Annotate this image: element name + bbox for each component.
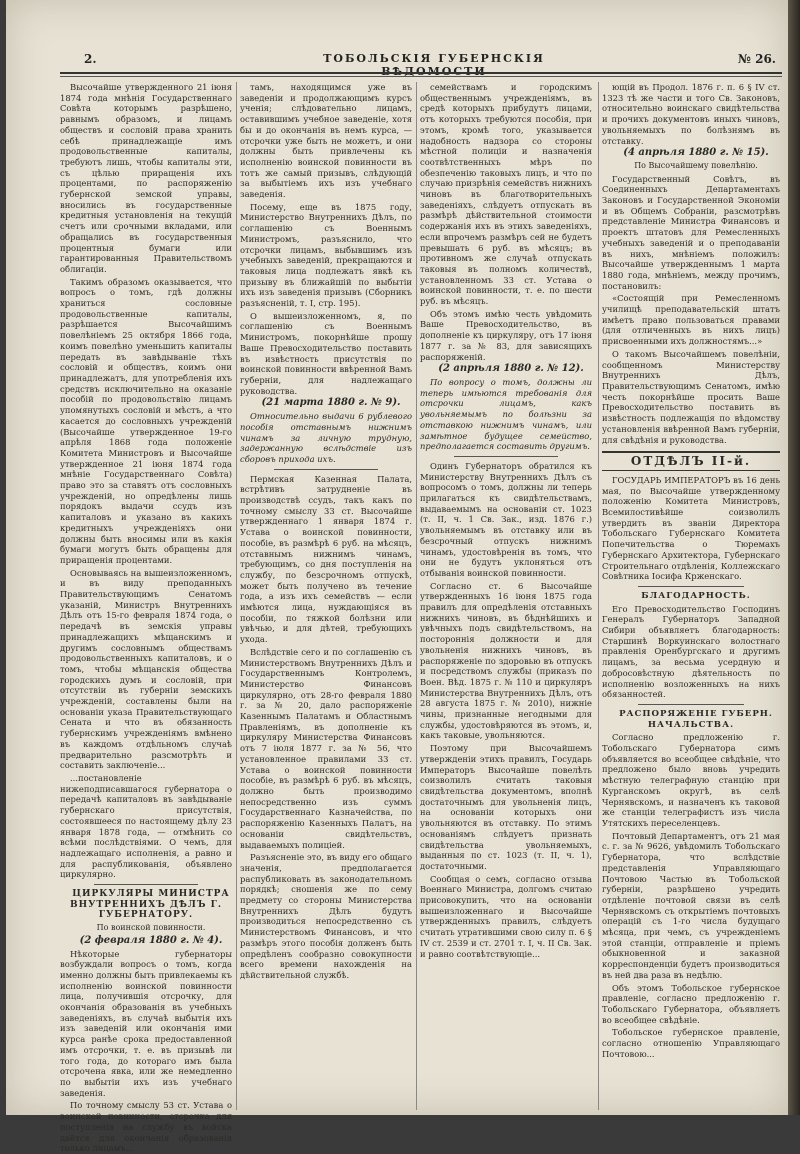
paragraph: Объ этомъ имѣю честь увѣдомить Ваше Превосходительство, въ дополненіе къ циркуляру, отъ 17 іюня 1877 г. за № 83, для зависящихъ распоряженій. xyxy=(420,308,592,362)
section-rule xyxy=(274,469,377,470)
paragraph: семействамъ и городскимъ общественнымъ учрежденіямъ, въ средѣ которыхъ прибудутъ лицами, отъ которыхъ требуются пособія, при этомъ, кромѣ того, указывается надобность надзора со стороны мѣстной полиціи и назначенія соотвѣтственныхъ мѣръ по обезпеченію таковыхъ лицъ, и что по случаю призрѣнія семействъ нижнихъ чиновъ въ благотворительныхъ заведеніяхъ, слѣдуетъ отпускать въ размѣрѣ дѣйствительной стоимости содержанія ихъ въ этихъ заведеніяхъ, если впрочемъ размѣръ сей не будетъ превышать 6 руб. въ мѣсяцъ; въ противномъ же случаѣ отпускать таковыя въ полномъ количествѣ, установленномъ 33 ст. Устава о воинской повинности, т. е. по шести руб. въ мѣсяцъ. xyxy=(420,82,592,307)
paragraph: О вышеизложенномъ, я, по соглашенію съ Военнымъ Министромъ, покорнѣйше прошу Ваше Превосходительство поставить въ извѣстность присутствія по воинской повинности ввѣренной Вамъ губерніи, для надлежащаго руководства. xyxy=(240,310,412,396)
decree-subheading: По Высочайшему повелѣнію. xyxy=(634,160,758,170)
circulars-heading: ЦИРКУЛЯРЫ МИНИСТРА ВНУТРЕННИХЪ ДѢЛЪ Г. ГУБЕРНАТОРУ. xyxy=(70,889,230,921)
paragraph: Нѣкоторые губернаторы возбуждали вопросъ о томъ, когда именно должны быть привлекаемы къ исполненію воинской повинности лица, получившія отсрочку, для окончанія образованія въ учебныхъ заведеніяхъ, въ случаѣ выбытія ихъ изъ заведеній или окончанія ими курса ранѣе срока предоставленной имъ отсрочки, т. е. въ призывѣ ли того года, до котораго имъ была отсрочена явка, или же немедленно по выбытіи ихъ изъ учебнаго заведенія. xyxy=(60,948,232,1098)
section-rule xyxy=(454,456,557,457)
header-rule xyxy=(60,72,782,74)
paragraph: Сообщая о семъ, согласно отзыва Военнаго Министра, долгомъ считаю присовокупить, что на основаніи вышеизложеннаго и Высочайше утвержденныхъ правилъ, слѣдуетъ считать утратившими свою силу п. 6 § IV ст. 2539 и ст. 2701 т. I, ч. II Св. Зак. и равно соотвѣтствующіе... xyxy=(420,873,592,959)
paragraph: Разъясненіе это, въ виду его общаго значенія, предполагается распубликовать въ законодательномъ порядкѣ; сношенія же по сему предмету со стороны Министерства Внутреннихъ Дѣлъ будутъ производиться непосредственно съ Министерствомъ Финансовъ, и что размѣръ этого пособія долженъ быть опредѣленъ сообразно совокупности всего времени нахожденія на дѣйствительной службѣ. xyxy=(240,852,412,980)
circular-date: (21 марта 1880 г. № 9). xyxy=(261,397,401,409)
paragraph: Посему, еще въ 1875 году, Министерство Внутреннихъ Дѣлъ, по соглашенію съ Военнымъ Министромъ, разъяснило, что отсрочки лицамъ, выбывшимъ изъ учебныхъ заведеній, прекращаются и таковыя лица подлежатъ явкѣ къ призыву въ ближайшій по выбытіи ихъ изъ заведенія призывъ (Сборникъ разъясненій, т. I, стр. 195). xyxy=(240,201,412,309)
page-binding-edge xyxy=(788,0,800,1115)
paragraph: Почтовый Департаментъ, отъ 21 мая с. г. за № 9626, увѣдомилъ Тобольскаго Губернатора, что вслѣдствіе представленія Управляющаго Почтовою Частью въ Тобольской губерніи, разрѣшено учредить отдѣленіе почтовой связи въ селѣ Чернявскомъ съ открытіемъ почтовыхъ операцій съ 1-го числа будущаго мѣсяца, при чемъ, съ учрежденіемъ этой станціи, отправленіе и пріемъ обыкновенной и заказной корреспонденціи будетъ производиться въ ней два раза въ недѣлю. xyxy=(602,830,780,980)
orders-heading: РАСПОРЯЖЕНІЕ ГУБЕРН. НАЧАЛЬСТВА. xyxy=(619,708,773,730)
paragraph: ГОСУДАРЬ ИМПЕРАТОРЪ въ 16 день мая, по Высочайше утвержденному положенію Комитета Министровъ, Всемилостивѣйше соизволилъ утвердить въ званіи Директора Тобольскаго Губернскаго Комитета Попечительства о Тюремахъ Губернскаго Архитектора, Губернскаго Строительнаго отдѣленія, Коллежскаго Совѣтника Іосифа Крженскаго. xyxy=(602,474,780,582)
paragraph: Согласно предложенію г. Тобольскаго Губернатора симъ объявляется во всеобщее свѣдѣніе, что предложено было вновь учредить мѣстную телеграфную станцію при Курганскомъ округѣ, въ селѣ Чернявскомъ, и назначенъ къ таковой же станціи телеграфистъ изъ числа Утятскихъ переселенцевъ. xyxy=(602,732,780,828)
paragraph: ...постановленіе нижеподписавшагося губернатора о передачѣ капиталовъ въ завѣдываніе губернскаго присутствія, состоявшееся по настоящему дѣлу 23 января 1878 года, — отмѣнить со всѣми послѣдствіями. О чемъ, для надлежащаго исполненія, а равно и для распубликованія, объявлено циркулярно. xyxy=(60,773,232,880)
circulars-subheading: По воинской повинности. xyxy=(96,923,206,933)
section-rule xyxy=(638,586,745,587)
page-number: 2. xyxy=(84,52,97,66)
section-rule xyxy=(94,884,197,885)
paragraph: По точному смыслу 53 ст. Устава о воинской повинности, отсрочка для поступленія на службу въ войска даётся для окончанія образованія только лицамъ... xyxy=(60,1100,232,1154)
column-1 xyxy=(60,82,232,1154)
column-divider xyxy=(598,82,599,1110)
section-rule xyxy=(638,704,745,705)
issue-number: № 26. xyxy=(737,52,776,66)
column-2 xyxy=(240,82,412,1112)
paragraph: Одинъ Губернаторъ обратился къ Министерству Внутреннихъ Дѣлъ съ вопросомъ о томъ, должны ли теперь прилагаться къ свидѣтельствамъ, выдаваемымъ на основаніи ст. 1023 (т. II, ч. 1 Св. Зак., изд. 1876 г.) увольняемымъ въ отставку или въ безсрочный отпускъ нижнимъ чинамъ, удостовѣренія въ томъ, что они не будутъ уклоняться отъ отбыванія воинской повинности. xyxy=(420,460,592,578)
thanks-heading: БЛАГОДАРНОСТЬ. xyxy=(641,590,751,601)
paragraph: Поэтому при Высочайшемъ утвержденіи этихъ правилъ, Государь Императоръ Высочайше повелѣть соизволилъ считать таковыя свидѣтельства документомъ, вполнѣ достаточнымъ для увольненія лицъ, на основаніи которыхъ они увольняются въ отставку. По этимъ основаніямъ слѣдуетъ признать свидѣтельства увольняемыхъ, выданныя по ст. 1023 (т. II, ч. 1), достаточными. xyxy=(420,743,592,871)
column-4 xyxy=(602,82,780,1112)
page-header xyxy=(54,52,784,78)
circular-summary: По вопросу о томъ, должны ли теперь имѣются требованія для отсрочки лицамъ, какъ увольняемымъ по болѣзни за отставкою нижнимъ чинамъ, или замѣтное будущее семейство, предполагается составить другимъ. xyxy=(420,376,592,452)
section-heading-otdel: ОТДѢЛЪ II-й. xyxy=(602,451,780,471)
paragraph: Основываясь на вышеизложенномъ, и въ виду преподанныхъ Правительствующимъ Сенатомъ указаній, Министръ Внутреннихъ Дѣлъ отъ 15-го февраля 1874 года, о передачѣ въ земскія управы принадлежащихъ мѣщанскимъ и другимъ сословнымъ обществамъ продовольственныхъ капиталовъ, и о томъ, чтобы мѣщанскія общества городскихъ думъ и сословій, при отсутствіи въ губерніи земскихъ учрежденій, составлены были на основаніи указа Правительствующаго Сената и что въ обязанность губернскимъ учрежденіямъ вмѣнено въ каждомъ отдѣльномъ случаѣ предварительно разсмотрѣть и составить заключеніе... xyxy=(60,567,232,771)
paragraph: Его Превосходительство Господинъ Генералъ Губернаторъ Западной Сибири объявляетъ благодарность: Старшинѣ Воркуинскаго волостнаго правленія Оренбургскаго и другимъ лицамъ, за весьма усердную и добросовѣстную дѣятельность по исполненію возложенныхъ на нихъ обязанностей. xyxy=(602,603,780,700)
circular-date: (2 февраля 1880 г. № 4). xyxy=(79,934,223,946)
paragraph: Такимъ образомъ оказывается, что вопросъ о томъ, гдѣ должны храниться сословные продовольственные капиталы, разрѣшается Высочайшимъ повелѣніемъ 25 октября 1866 года, коимъ повелѣно уменьшить капиталы передать въ завѣдываніе тѣхъ сословій и обществъ, коимъ они принадлежатъ, для употребленія ихъ средствъ исключительно на оказаніе пособій по продовольствію лицамъ упомянутыхъ сословій и мѣстъ, а что касается до сословныхъ учрежденій (Высочайше утвержденное 19-го апрѣля 1868 года положеніе Комитета Министровъ и Высочайше утвержденное 21 іюня 1874 года мнѣніе Государственнаго Совѣта) право это за ставятъ отъ сословныхъ учрежденій, но опредѣлены лишь порядокъ выдачи ссудъ изъ капиталовъ и указано въ какихъ кредитныхъ учрежденіяхъ они должны быть вносимы или въ какія бумаги могутъ быть обращены для приращенія процентами. xyxy=(60,276,232,565)
header-rule-thin xyxy=(60,76,782,77)
paragraph: Пермская Казенная Палата, встрѣтивъ затрудненіе въ производствѣ ссудъ, такъ какъ по точному смыслу 33 ст. Высочайше утвержденнаго 1 января 1874 г. Устава о воинской повинности, пособіе, въ размѣрѣ 6 руб. на мѣсяцъ, отставнымъ нижнимъ чинамъ, требующимъ, со дня поступленія на службу, по безсрочномъ отпускѣ, может быть получено въ течение года, а изъ ихъ семействъ — если имѣются лица, нуждающіяся въ пособіи, по тяжкой болѣзни или увѣчью, и для дѣтей, требующихъ ухода. xyxy=(240,473,412,645)
paragraph: ющій въ Продол. 1876 г. п. 6 § IV ст. 1323 тѣ же части и того Св. Законовъ, относительно воинскаго свидѣтельства и прочихъ документовъ иныхъ чиновъ, увольняемыхъ по болѣзнямъ въ отставку. xyxy=(602,82,780,146)
newspaper-title: ТОБОЛЬСКІЯ ГУБЕРНСКІЯ ВѢДОМОСТИ xyxy=(323,52,545,78)
circular-summary: Относительно выдачи 6 рублевого пособія отставнымъ нижнимъ чинамъ за личную трудную, задержанную вслѣдствіе изъ сборовъ прихода ихъ. xyxy=(240,411,412,464)
circular-date: (4 апрѣля 1880 г. № 15). xyxy=(623,147,769,159)
column-divider xyxy=(416,82,417,1110)
paragraph: О такомъ Высочайшемъ повелѣніи, сообщенномъ Министерству Внутреннихъ Дѣлъ, Правительствующимъ Сенатомъ, имѣю честь покорнѣйше просить Ваше Превосходительство поставить въ извѣстность подлежащія по вѣдомству установленія ввѣренной Вамъ губерніи, для свѣдѣнія и руководства. xyxy=(602,348,780,445)
paragraph: Высочайше утвержденного 21 іюня 1874 года мнѣнія Государственнаго Совѣта которымъ разрѣшено, равнымъ образомъ, и лицамъ обществъ и сословій права хранить себѣ принадлежащіе имъ продовольственные капиталы, требуютъ лишь, чтобы капиталы эти, съ цѣлью приращенія ихъ процентами, по распоряженію губернской земской управы, вносились въ государственные кредитныя установленія на текущій счетъ или срочными вкладами, или обращались въ государственныя процентныя бумаги или гарантированныя Правительствомъ облигаціи. xyxy=(60,82,232,274)
paragraph: «Состоящій при Ремесленномъ училищѣ преподавательскій штатъ имѣетъ право пользоваться правами (для отличенныхъ въ нихъ лицъ) присвоенными ихъ должностямъ...» xyxy=(602,293,780,347)
paragraph: тамъ, находящимся уже въ заведеніи и продолжающимъ курсъ ученія; слѣдовательно лицамъ, оставившимъ учебное заведеніе, хотя бы и до окончанія въ немъ курса, — отсрочки уже быть не можетъ, и они должны быть привлечены къ исполненію воинской повинности въ тотъ же самый призывъ, слѣдующій за выбытіемъ ихъ изъ учебнаго заведенія. xyxy=(240,82,412,200)
paragraph: Вслѣдствіе сего и по соглашенію съ Министерствомъ Внутреннихъ Дѣлъ и Государственнымъ Контролемъ, Министерство Финансовъ циркулярно, отъ 28-го февраля 1880 г. за № 20, дало распоряженіе Казеннымъ Палатамъ и Областнымъ Правленіямъ, въ дополненіе къ циркуляру Министерства Финансовъ отъ 7 іюля 1877 г. за № 56, что установленное правилами 33 ст. Устава о воинской повинности пособіе, въ размѣрѣ 6 руб. въ мѣсяцъ, должно быть производимо непосредственно изъ суммъ Государственнаго Казначейства, по распоряженію Казенныхъ Палатъ, на основаніи свидѣтельствъ, выдаваемыхъ полиціей. xyxy=(240,646,412,850)
paragraph: Государственный Совѣтъ, въ Соединенныхъ Департаментахъ Законовъ и Государственной Экономіи и въ Общемъ Собраніи, разсмотрѣвъ представленіе Министра Финансовъ и проектъ штатовъ для Ремесленныхъ учебныхъ заведеній и о преподаваніи въ нихъ, мнѣніемъ положилъ: Высочайше утвержденнымъ 1 марта 1880 года, мнѣніемъ, между прочимъ, постановилъ: xyxy=(602,173,780,291)
column-3 xyxy=(420,82,592,1112)
column-divider xyxy=(236,82,237,1110)
circular-date: (2 апрѣля 1880 г. № 12). xyxy=(438,363,584,375)
paragraph: Тобольское губернское правленіе, согласно отношенію Управляющаго Почтовою... xyxy=(602,1027,780,1059)
paragraph: Объ этомъ Тобольское губернское правленіе, согласно предложенію г. Тобольскаго Губернатора, объявляетъ во всеобщее свѣдѣніе. xyxy=(602,982,780,1025)
paragraph: Согласно ст. 6 Высочайше утвержденныхъ 16 іюня 1875 года правилъ для опредѣленія отставныхъ нижнихъ чиновъ, въ бѣднѣйшихъ и увѣчныхъ подъ свидѣтельствомъ, на постороннія должности и для увольненія нижнихъ чиновъ, въ распоряженіе по здоровью въ отпускъ и посредствомъ службы (приказъ по Воен. Вѣд. 1875 г. № 110 и циркуляръ Министерства Внутреннихъ Дѣлъ, отъ 28 августа 1875 г. № 2010), нижніе чины, признанные негодными для службы, удостовѣряются въ этомъ, и, какъ таковые, увольняются. xyxy=(420,580,592,741)
